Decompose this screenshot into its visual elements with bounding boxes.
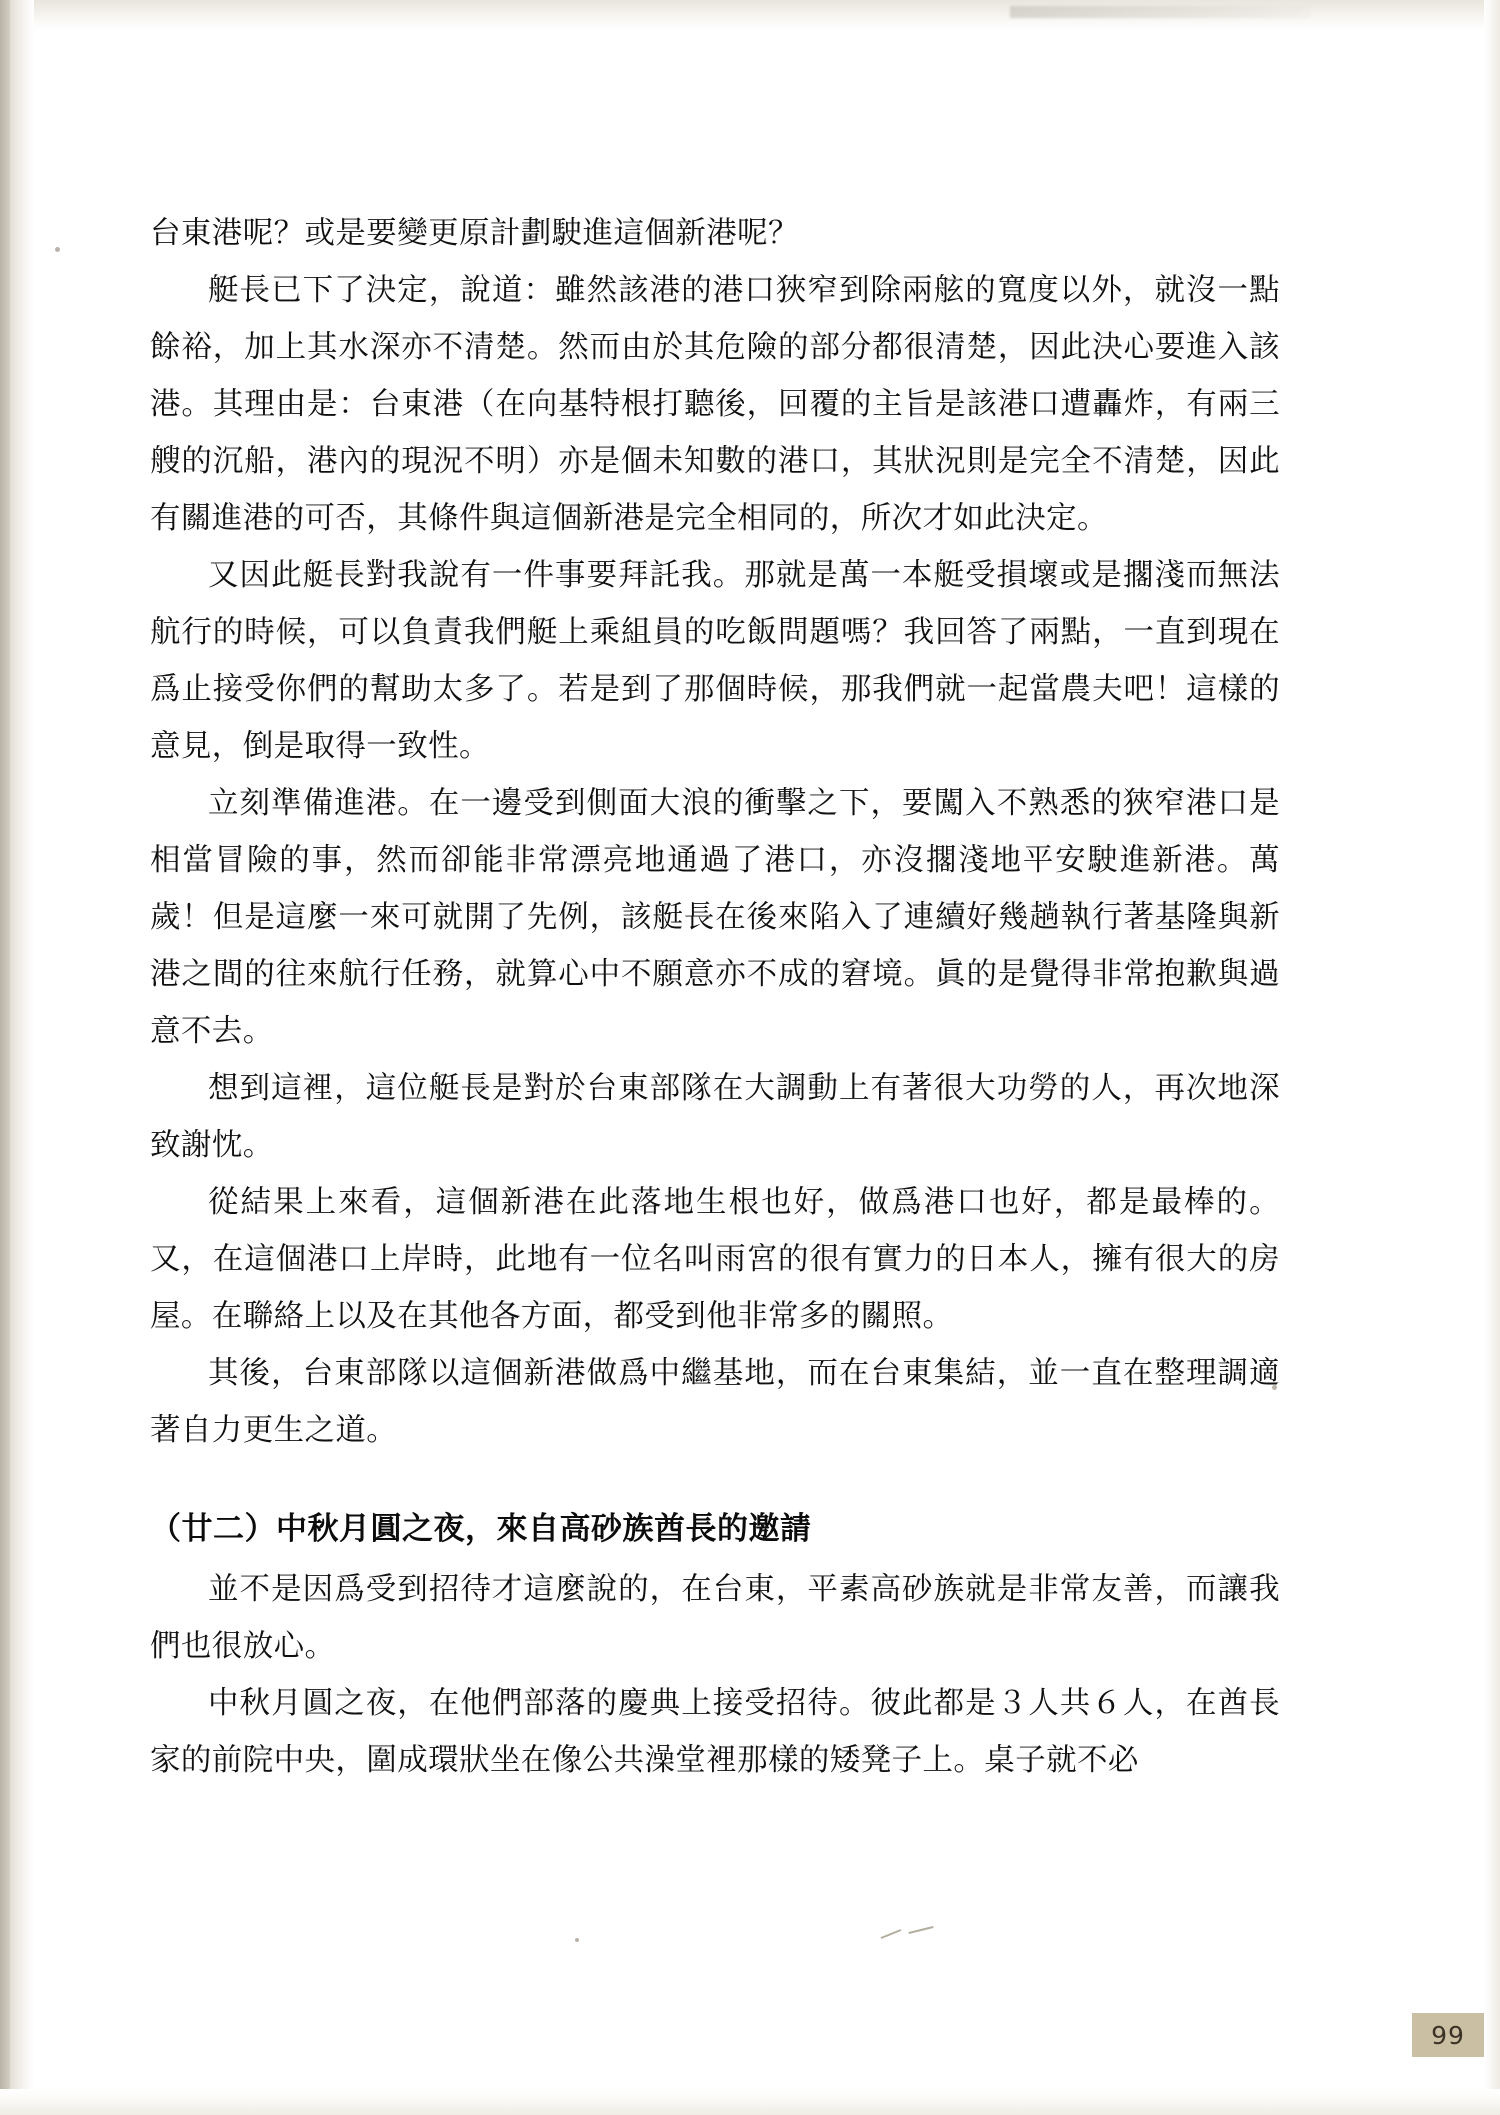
body-paragraph: 其後，台東部隊以這個新港做爲中繼基地，而在台東集結，並一直在整理調適著自力更生之道。 [150,1356,1280,1448]
body-paragraph: 立刻準備進港。在一邊受到側面大浪的衝擊之下，要闖入不熟悉的狹窄港口是相當冒險的事，然而卻能非常漂亮地通過了港口，亦沒擱淺地平安駛進新港。萬歲！但是這麼一來可就開了先例，該艇長在後來陷入了連續好幾趟執行著基隆與新港之間的往來航行任務，就算心中不願意亦不成的窘境。眞的是覺得非常抱歉與過意不去。 [150,786,1280,1049]
scan-gutter-shadow [0,0,10,2115]
body-paragraph: 想到這裡，這位艇長是對於台東部隊在大調動上有著很大功勞的人，再次地深致謝忱。 [150,1071,1280,1163]
body-paragraph: 中秋月圓之夜，在他們部落的慶典上接受招待。彼此都是３人共６人，在酋長家的前院中央，圍成環狀坐在像公共澡堂裡那樣的矮凳子上。桌子就不必 [150,1686,1280,1778]
body-paragraph: 並不是因爲受到招待才這麼說的，在台東，平素高砂族就是非常友善，而讓我們也很放心。 [150,1572,1280,1664]
scan-artifact-top [1010,6,1310,18]
page-number-badge [1412,2013,1484,2057]
scan-speck [575,1938,579,1942]
body-paragraph: 又因此艇長對我說有一件事要拜託我。那就是萬一本艇受損壞或是擱淺而無法航行的時候，可以負責我們艇上乘組員的吃飯問題嗎？我回答了兩點，一直到現在爲止接受你們的幫助太多了。若是到了那個時候，那我們就一起當農夫吧！這樣的意見，倒是取得一致性。 [150,558,1280,764]
body-paragraph: 台東港呢？或是要變更原計劃駛進這個新港呢？ [150,216,799,251]
scan-speck [55,247,60,252]
body-paragraph: 艇長已下了決定，說道：雖然該港的港口狹窄到除兩舷的寬度以外，就沒一點餘裕，加上其水深亦不清楚。然而由於其危險的部分都很清楚，因此決心要進入該港。其理由是：台東港（在向基特根打聽後，回覆的主旨是該港口遭轟炸，有兩三艘的沉船，港內的現況不明）亦是個未知數的港口，其狀況則是完全不清楚，因此有關進港的可否，其條件與這個新港是完全相同的，所次才如此決定。 [150,273,1280,536]
page-number: 99 [1431,2020,1465,2050]
body-paragraph: 從結果上來看，這個新港在此落地生根也好，做爲港口也好，都是最棒的。又，在這個港口上岸時，此地有一位名叫雨宮的很有實力的日本人，擁有很大的房屋。在聯絡上以及在其他各方面，都受到他非常多的關照。 [150,1185,1280,1334]
scan-edge-right [1484,0,1500,2115]
scan-pencil-mark [880,1925,940,1941]
scan-edge-bottom [0,2089,1500,2115]
section-heading: （廿二）中秋月圓之夜，來自高砂族酋長的邀請 [150,1511,812,1547]
page-body [150,205,1280,1789]
